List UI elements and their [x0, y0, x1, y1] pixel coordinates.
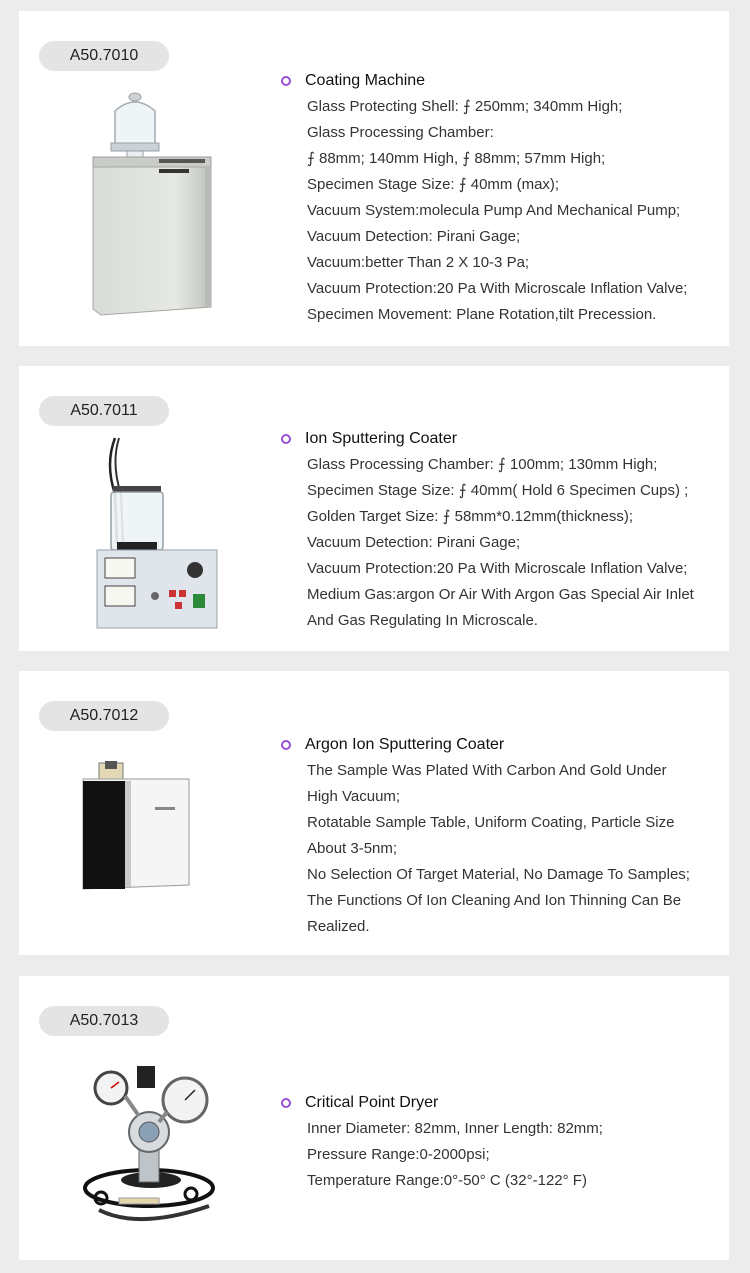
product-card-a50-7013	[19, 976, 729, 1260]
spec-line: Specimen Stage Size: ⨍ 40mm( Hold 6 Specimen Cups) ;	[307, 482, 689, 499]
spec-line: The Sample Was Plated With Carbon And Gold Under	[307, 762, 667, 779]
critical-point-dryer-image	[79, 1060, 229, 1240]
product-code-badge: A50.7012	[39, 701, 169, 731]
product-description	[281, 68, 721, 328]
product-code-badge: A50.7011	[39, 396, 169, 426]
spec-line: Specimen Movement: Plane Rotation,tilt Precession.	[307, 306, 657, 323]
spec-line: Vacuum Protection:20 Pa With Microscale Inflation Valve;	[307, 280, 688, 297]
product-code-badge: A50.7013	[39, 1006, 169, 1036]
product-card-a50-7010	[19, 11, 729, 346]
circle-bullet-icon	[281, 76, 291, 86]
circle-bullet-icon	[281, 740, 291, 750]
product-title: Argon Ion Sputtering Coater	[305, 736, 505, 753]
spec-line: Vacuum System:molecula Pump And Mechanical Pump;	[307, 202, 681, 219]
spec-line: Glass Processing Chamber:	[307, 124, 494, 141]
spec-line: Pressure Range:0-2000psi;	[307, 1146, 490, 1163]
spec-line: Vacuum Protection:20 Pa With Microscale Inflation Valve;	[307, 560, 688, 577]
argon-ion-sputtering-coater-image	[81, 761, 191, 891]
spec-line: Glass Processing Chamber: ⨍ 100mm; 130mm High;	[307, 456, 658, 473]
coating-machine-image	[83, 87, 219, 317]
spec-line: Golden Target Size: ⨍ 58mm*0.12mm(thickness);	[307, 508, 634, 525]
circle-bullet-icon	[281, 434, 291, 444]
spec-line: The Functions Of Ion Cleaning And Ion Thinning Can Be	[307, 892, 682, 909]
spec-line: Temperature Range:0°-50° C (32°-122° F)	[307, 1172, 587, 1189]
spec-line: And Gas Regulating In Microscale.	[307, 612, 538, 629]
spec-line: Vacuum Detection: Pirani Gage;	[307, 228, 521, 245]
product-code-badge: A50.7010	[39, 41, 169, 71]
ion-sputtering-coater-image	[95, 434, 221, 630]
product-title: Coating Machine	[305, 72, 426, 89]
spec-line: About 3-5nm;	[307, 840, 398, 857]
circle-bullet-icon	[281, 1098, 291, 1108]
spec-line: Inner Diameter: 82mm, Inner Length: 82mm;	[307, 1120, 603, 1137]
spec-line: Specimen Stage Size: ⨍ 40mm (max);	[307, 176, 560, 193]
spec-line: Vacuum Detection: Pirani Gage;	[307, 534, 521, 551]
product-description	[281, 1090, 721, 1194]
spec-line: Medium Gas:argon Or Air With Argon Gas Special Air Inlet	[307, 586, 694, 603]
spec-line: ⨍ 88mm; 140mm High, ⨍ 88mm; 57mm High;	[307, 150, 606, 167]
spec-line: No Selection Of Target Material, No Damage To Samples;	[307, 866, 690, 883]
spec-line: Rotatable Sample Table, Uniform Coating, Particle Size	[307, 814, 675, 831]
product-card-a50-7012	[19, 671, 729, 955]
spec-line: Vacuum:better Than 2 X 10-3 Pa;	[307, 254, 530, 271]
product-description	[281, 426, 721, 634]
product-description	[281, 732, 721, 940]
spec-line: Glass Protecting Shell: ⨍ 250mm; 340mm High;	[307, 98, 623, 115]
spec-line: Realized.	[307, 918, 370, 935]
product-title: Critical Point Dryer	[305, 1094, 439, 1111]
product-card-a50-7011	[19, 366, 729, 651]
spec-line: High Vacuum;	[307, 788, 401, 805]
product-title: Ion Sputtering Coater	[305, 430, 458, 447]
